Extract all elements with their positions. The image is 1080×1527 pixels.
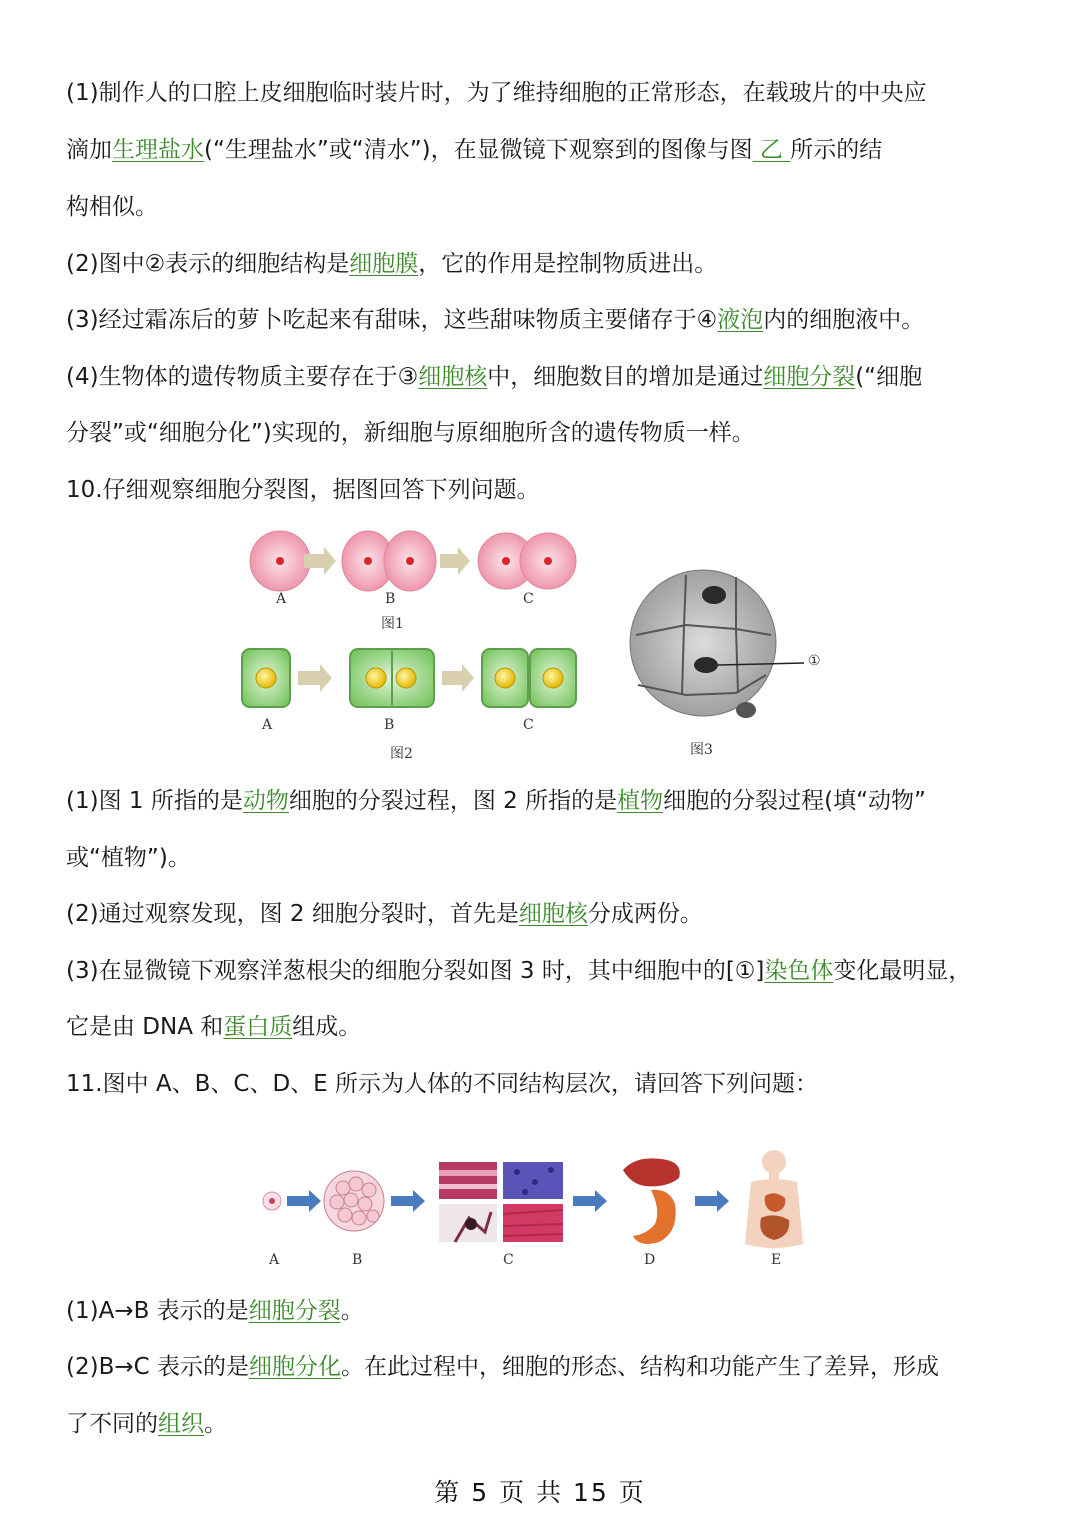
text: 。: [204, 1411, 227, 1437]
fig3-pointer-label: ①: [808, 653, 821, 669]
cell-cluster: [324, 1171, 384, 1231]
q9-part1-line2: [66, 135, 882, 165]
q9-part1-line3: [66, 192, 158, 222]
text: (4)生物体的遗传物质主要存在于③: [66, 364, 419, 390]
q10-title: [66, 475, 540, 505]
level-label-e: E: [771, 1252, 782, 1268]
organ-stomach-liver: [623, 1158, 680, 1244]
text: 11.图中 A、B、C、D、E 所示为人体的不同结构层次，请回答下列问题：: [66, 1071, 819, 1097]
text: (3)在显微镜下观察洋葱根尖的细胞分裂如图 3 时，其中细胞中的[①]: [66, 958, 765, 984]
body-structure-figure: [255, 1140, 815, 1275]
level-label-c: C: [503, 1252, 514, 1268]
text: (2)B→C 表示的是: [66, 1354, 250, 1380]
text: 细胞的分裂过程(填“动物”: [663, 788, 926, 814]
fig2-caption: 图2: [390, 746, 413, 762]
answer-blank: 细胞分裂: [248, 1298, 341, 1324]
text: 所示的结: [790, 137, 883, 163]
text: 中，细胞数目的增加是通过: [487, 364, 764, 390]
text: 构相似。: [66, 194, 158, 220]
text: 细胞的分裂过程，图 2 所指的是: [288, 788, 618, 814]
q10-part1-line2: [66, 843, 191, 873]
answer-blank: 生理盐水: [112, 137, 204, 163]
fig2-label-a: A: [262, 717, 273, 733]
body-structure-illustration: [255, 1140, 815, 1275]
answer-blank: 细胞膜: [349, 251, 419, 277]
text: 。: [340, 1298, 364, 1324]
text: 分成两份。: [587, 901, 703, 927]
q10-part2: [66, 899, 703, 929]
text: ，它的作用是控制物质进出。: [418, 251, 718, 277]
fig1-label-c: C: [523, 591, 534, 607]
q9-part4-line2: [66, 418, 755, 448]
cell-division-illustration: [236, 525, 836, 765]
answer-blank: 液泡: [717, 307, 764, 333]
text: 或“植物”)。: [66, 845, 191, 871]
answer-blank: 乙: [752, 137, 791, 163]
cell-division-figure: [236, 525, 836, 765]
q11-part2-line2: [66, 1409, 227, 1439]
q10-part1-line1: [66, 786, 926, 816]
text: (2)图中②表示的细胞结构是: [66, 251, 350, 277]
fig1-label-a: A: [276, 591, 287, 607]
fig3-micrograph: [630, 570, 804, 718]
human-body-digestive-system: [745, 1150, 803, 1248]
text: (3)经过霜冻后的萝卜吃起来有甜味，这些甜味物质主要储存于④: [66, 307, 718, 333]
fig1-label-b: B: [385, 591, 396, 607]
level-label-a: A: [269, 1252, 280, 1268]
text: 变化最明显，: [833, 958, 972, 984]
q9-part1-line1: [66, 78, 927, 108]
answer-blank: 细胞核: [518, 901, 588, 927]
text: (“细胞: [855, 364, 923, 390]
page-footer: 第 5 页 共 15 页: [434, 1478, 646, 1507]
answer-blank: 植物: [617, 788, 664, 814]
answer-blank: 细胞分裂: [763, 364, 856, 390]
fig2-plant-cells: [242, 649, 576, 707]
answer-blank: 蛋白质: [223, 1014, 293, 1040]
level-label-b: B: [352, 1252, 363, 1268]
answer-blank: 细胞分化: [249, 1354, 342, 1380]
answer-blank: 动物: [242, 788, 289, 814]
fig1-animal-cells: [250, 531, 576, 591]
answer-blank: 细胞核: [418, 364, 488, 390]
text: 分裂”或“细胞分化”)实现的，新细胞与原细胞所含的遗传物质一样。: [66, 420, 755, 446]
text: (1)A→B 表示的是: [66, 1298, 249, 1324]
q11-part1: [66, 1296, 364, 1326]
q11-title: [66, 1069, 818, 1099]
text: 内的细胞液中。: [763, 307, 925, 333]
fig2-label-c: C: [523, 717, 534, 733]
q9-part4-line1: [66, 362, 922, 392]
text: (2)通过观察发现，图 2 细胞分裂时，首先是: [66, 901, 519, 927]
text: 滴加: [66, 137, 112, 163]
fig2-label-b: B: [384, 717, 395, 733]
text: (1)图 1 所指的是: [66, 788, 243, 814]
answer-blank: 组织: [158, 1411, 204, 1437]
q11-part2-line1: [66, 1352, 939, 1382]
q9-part3: [66, 305, 924, 335]
text: 10.仔细观察细胞分裂图，据图回答下列问题。: [66, 477, 540, 503]
fig3-caption: 图3: [690, 742, 713, 758]
q10-part3-line2: [66, 1012, 361, 1042]
text: 组成。: [292, 1014, 362, 1040]
text: 了不同的: [66, 1411, 158, 1437]
text: 它是由 DNA 和: [66, 1014, 224, 1040]
tissue-samples: [439, 1162, 563, 1242]
text: 。在此过程中，细胞的形态、结构和功能产生了差异，形成: [341, 1354, 940, 1380]
q10-part3-line1: [66, 956, 971, 986]
q9-part2: [66, 249, 717, 279]
answer-blank: 染色体: [764, 958, 834, 984]
fig1-caption: 图1: [381, 616, 404, 632]
text: (“生理盐水”或“清水”)，在显微镜下观察到的图像与图: [204, 137, 753, 163]
level-label-d: D: [644, 1252, 656, 1268]
text: (1)制作人的口腔上皮细胞临时装片时，为了维持细胞的正常形态，在载玻片的中央应: [66, 80, 927, 106]
